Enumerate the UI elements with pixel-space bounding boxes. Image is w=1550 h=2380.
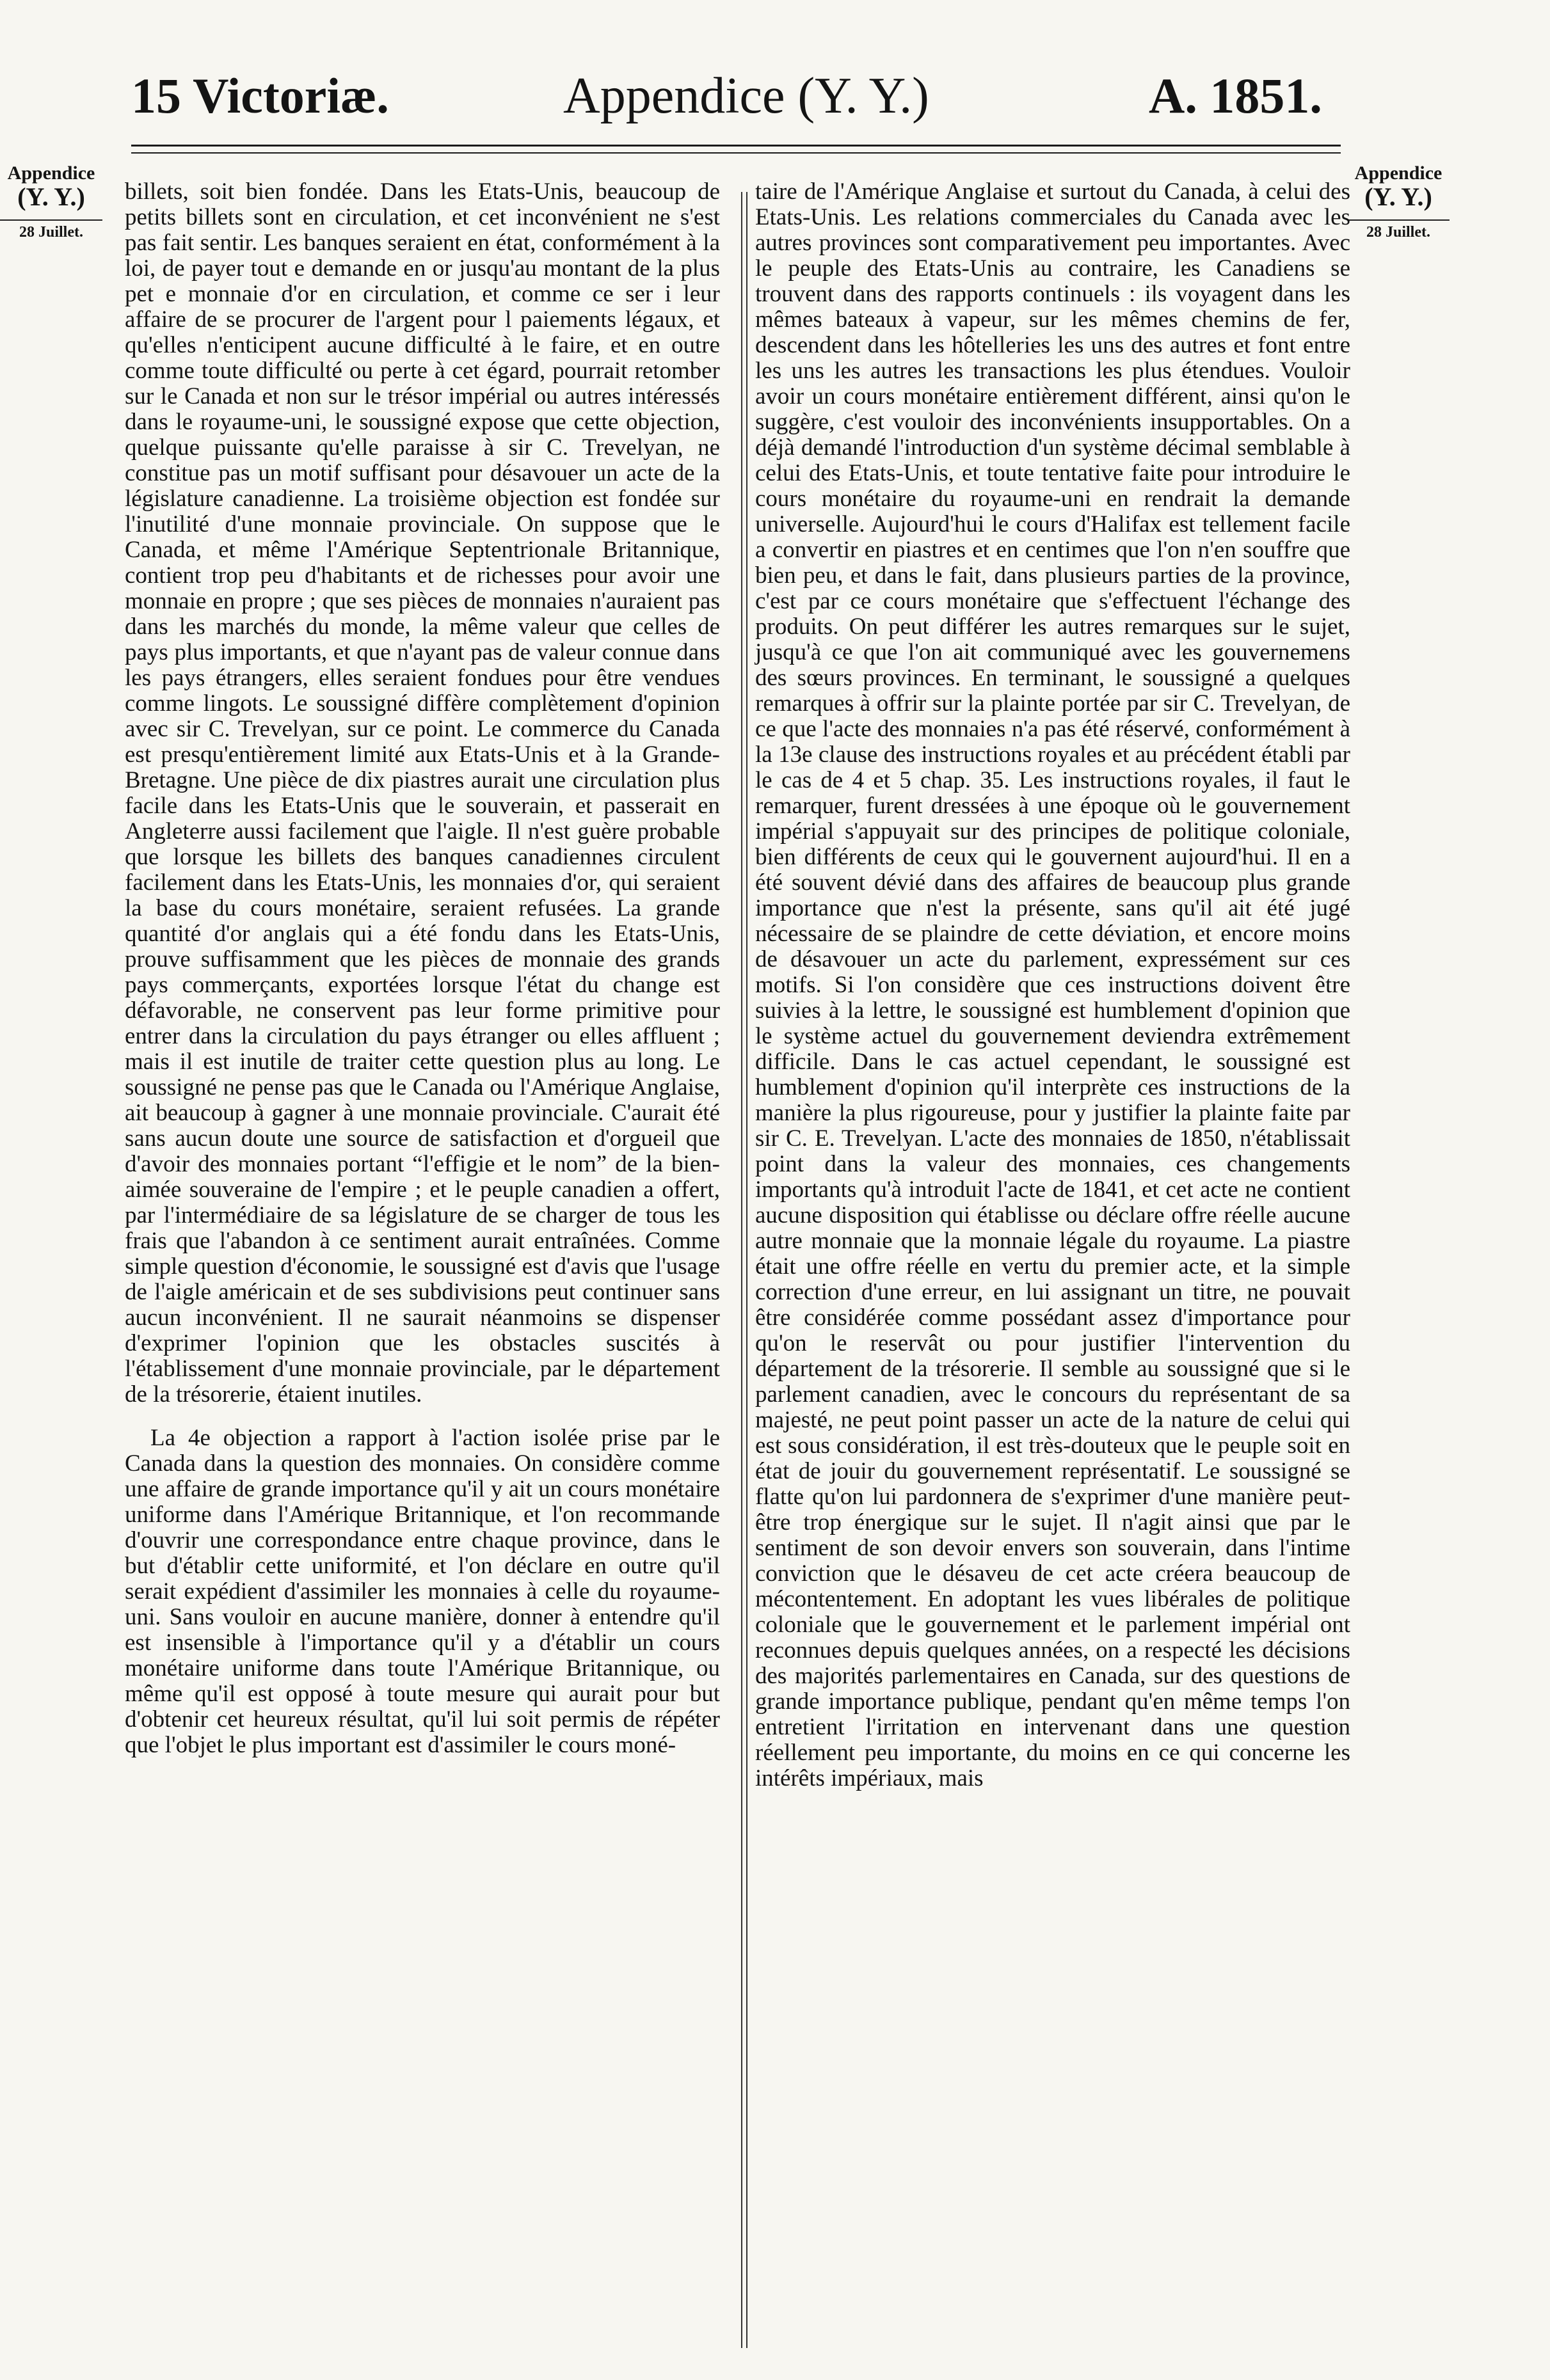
right-column-paragraph-1: taire de l'Amérique Anglaise et surtout du Canada, à celui des Etats-Unis. Les relations commerciales du Canada avec les autres provinces sont comparativement peu importantes. Avec le peuple des Etats-Unis au contraire, les Canadiens se trouvent dans des rapports continuels : ils voyagent dans les mêmes bateaux à vapeur, sur les mêmes chemins de fer, descendent dans les hôtelleries les uns des autres et font entre les uns les autres les transactions les plus étendues. Vouloir avoir un cours monétaire entièrement différent, ainsi qu'on le suggère, c'est vouloir des inconvénients insupportables. On a déjà demandé l'introduction d'un système décimal semblable à celui des Etats-Unis, et toute tentative faite pour introduire le cours monétaire du royaume-uni en rendrait la demande universelle. Aujourd'hui le cours d'Halifax est tellement facile a convertir en piastres et en centimes que l'on n'en souffre que bien peu, et dans le fait, dans plusieurs parties de la province, c'est par ce cours monétaire que s'effectuent l'échange des produits. On peut différer les autres remarques sur le sujet, jusqu'à ce que l'on ait communiqué avec les gouvernemens des sœurs provinces. En terminant, le soussigné a quelques remarques à offrir sur la plainte portée par sir C. Trevelyan, de ce que l'acte des monnaies n'a pas été réservé, conformément à la 13e clause des instructions royales et au précédent établi par le cas de 4 et 5 chap. 35. Les instructions royales, il faut le remarquer, furent dressées à une époque où le gouvernement impérial s'appuyait sur des principes de politique coloniale, bien différents de ceux qui le gouvernent aujourd'hui. Il en a été souvent dévié dans des affaires de beaucoup plus grande importance que n'est la présente, sans qu'il ait été jugé nécessaire de se plaindre de cette déviation, et encore moins de désavouer un acte du parlement, expressément sur ces motifs. Si l'on considère que ces instructions doivent être suivies à la lettre, le soussigné est humblement d'opinion que le système actuel du gouvernement deviendra extrêmement difficile. Dans le cas actuel cependant, le soussigné est humblement d'opinion qu'il interprète ces instructions de la manière la plus rigoureuse, pour y justifier la plainte faite par sir C. E. Trevelyan. L'acte des monnaies de 1850, n'établissait point dans la valeur des monnaies, ces changements importants qu'à introduit l'acte de 1841, et cet acte ne contient aucune disposition qui établisse ou déclare offre réelle aucune autre monnaie que la monnaie légale du royaume. La piastre était une offre réelle en vertu du premier acte, et la simple correction d'une erreur, en lui assignant un titre, ne pouvait être considérée comme possédant assez d'importance pour qu'on le reservât ou pour justifier l'intervention du département de la trésorerie. Il semble au soussigné que si le parlement canadien, avec le concours du représentant de sa majesté, ne peut point passer un acte de la nature de celui qui est sous considération, il est très-douteux que le peuple soit en état de jouir du gouvernement représentatif. Le soussigné se flatte qu'on lui pardonnera de s'exprimer d'une manière peut-être trop énergique sur le sujet. Il n'agit ainsi que par le sentiment de son devoir envers son souverain, dans l'intime conviction que le désaveu de cet acte créera beaucoup de mécontentement. En adoptant les vues libérales de politique coloniale que le gouvernement et le parlement impérial ont reconnues depuis quelques années, on a respecté les décisions des majorités parlementaires en Canada, sur des questions de grande importance publique, pendant qu'en même temps l'on entretient l'irritation en intervenant dans une question réellement peu importante, du moins en ce qui concerne les intérêts impériaux, mais — [755, 178, 1350, 1791]
header-year: A. 1851. — [1149, 68, 1322, 123]
left-margin-note — [0, 163, 102, 241]
left-column — [125, 179, 720, 1758]
header-rule-top — [131, 145, 1341, 147]
left-margin-appendice: Appendice — [7, 163, 95, 184]
header-rule-bottom — [131, 152, 1341, 154]
right-margin-date: 28 Juillet. — [1347, 219, 1450, 241]
left-margin-date: 28 Juillet. — [0, 219, 102, 241]
header-session: 15 Victoriæ. — [131, 68, 389, 123]
header-appendix-title: Appendice (Y. Y.) — [563, 68, 929, 124]
left-column-paragraph-2: La 4e objection a rapport à l'action isolée prise par le Canada dans la question des monnaies. On considère comme une affaire de grande importance qu'il y ait un cours monétaire uniforme dans l'Amérique Britannique, et l'on recommande d'ouvrir une correspondance entre chaque province, dans le but d'établir cette uniformité, et l'on déclare en outre qu'il serait expédient d'assimiler les monnaies à celle du royaume-uni. Sans vouloir en aucune manière, donner à entendre qu'il est insensible à l'importance qu'il y a d'établir un cours monétaire uniforme dans toute l'Amérique Britannique, ou même qu'il est opposé à toute mesure qui aurait pour but d'obtenir cet heureux résultat, qu'il lui soit permis de répéter que l'objet le plus important est d'assimiler le cours moné- — [125, 1425, 720, 1758]
left-margin-yy: (Y. Y.) — [17, 182, 85, 211]
running-header — [0, 67, 1550, 125]
column-divider-rule — [741, 192, 742, 2348]
column-divider-rule-inner — [746, 192, 747, 2348]
right-column — [755, 179, 1350, 1791]
right-margin-yy: (Y. Y.) — [1364, 182, 1432, 211]
right-margin-appendice: Appendice — [1354, 163, 1442, 184]
right-margin-note — [1347, 163, 1450, 241]
left-column-paragraph-1: billets, soit bien fondée. Dans les Etats-Unis, beaucoup de petits billets sont en circulation, et cet inconvénient ne s'est pas fait sentir. Les banques seraient en état, conformément à la loi, de payer tout e demande en or jusqu'au montant de la plus pet e monnaie d'or en circulation, et comme ce ser i leur affaire de se procurer de l'argent pour l paiements légaux, et qu'elles n'enticipent aucune difficulté à le faire, et en outre comme toute difficulté ou perte à cet égard, pourrait retomber sur le Canada et non sur le trésor impérial ou autres intéressés dans le royaume-uni, le soussigné expose que cette objection, quelque puissante qu'elle paraisse à sir C. Trevelyan, ne constitue pas un motif suffisant pour désavouer un acte de la législature canadienne. La troisième objection est fondée sur l'inutilité d'une monnaie provinciale. On suppose que le Canada, et même l'Amérique Septentrionale Britannique, contient trop peu d'habitants et de richesses pour avoir une monnaie en propre ; que ses pièces de monnaies n'auraient pas dans les marchés du monde, la même valeur que celles de pays plus importants, et que n'ayant pas de valeur connue dans les pays étrangers, elles seraient fondues pour être vendues comme lingots. Le soussigné diffère complètement d'opinion avec sir C. Trevelyan, sur ce point. Le commerce du Canada est presqu'entièrement limité aux Etats-Unis et à la Grande-Bretagne. Une pièce de dix piastres aurait une circulation plus facile dans les Etats-Unis que le souverain, et passerait en Angleterre aussi facilement que l'aigle. Il n'est guère probable que lorsque les billets des banques canadiennes circulent facilement dans les Etats-Unis, les monnaies d'or, qui seraient la base du cours monétaire, seraient refusées. La grande quantité d'or anglais qui a été fondu dans les Etats-Unis, prouve suffisamment que les pièces de monnaie des grands pays commerçants, exportées lorsque l'état du change est défavorable, ne conservent pas leur forme primitive pour entrer dans la circulation du pays étranger ou elles affluent ; mais il est inutile de traiter cette question plus au long. Le soussigné ne pense pas que le Canada ou l'Amérique Anglaise, ait beaucoup à gagner à une monnaie provinciale. C'aurait été sans aucun doute une source de satisfaction et d'orgueil que d'avoir des monnaies portant “l'effigie et le nom” de la bien-aimée souveraine de l'empire ; et le peuple canadien a offert, par l'intermédiaire de sa législature de se charger de tous les frais que l'abandon à ce sentiment aurait entraînées. Comme simple question d'économie, le soussigné est d'avis que l'usage de l'aigle américain et de ses subdivisions peut continuer sans aucun inconvénient. Il ne saurait néanmoins se dispenser d'exprimer l'opinion que les obstacles suscités à l'établissement d'une monnaie provinciale, par le département de la trésorerie, étaient inutiles. — [125, 178, 720, 1408]
